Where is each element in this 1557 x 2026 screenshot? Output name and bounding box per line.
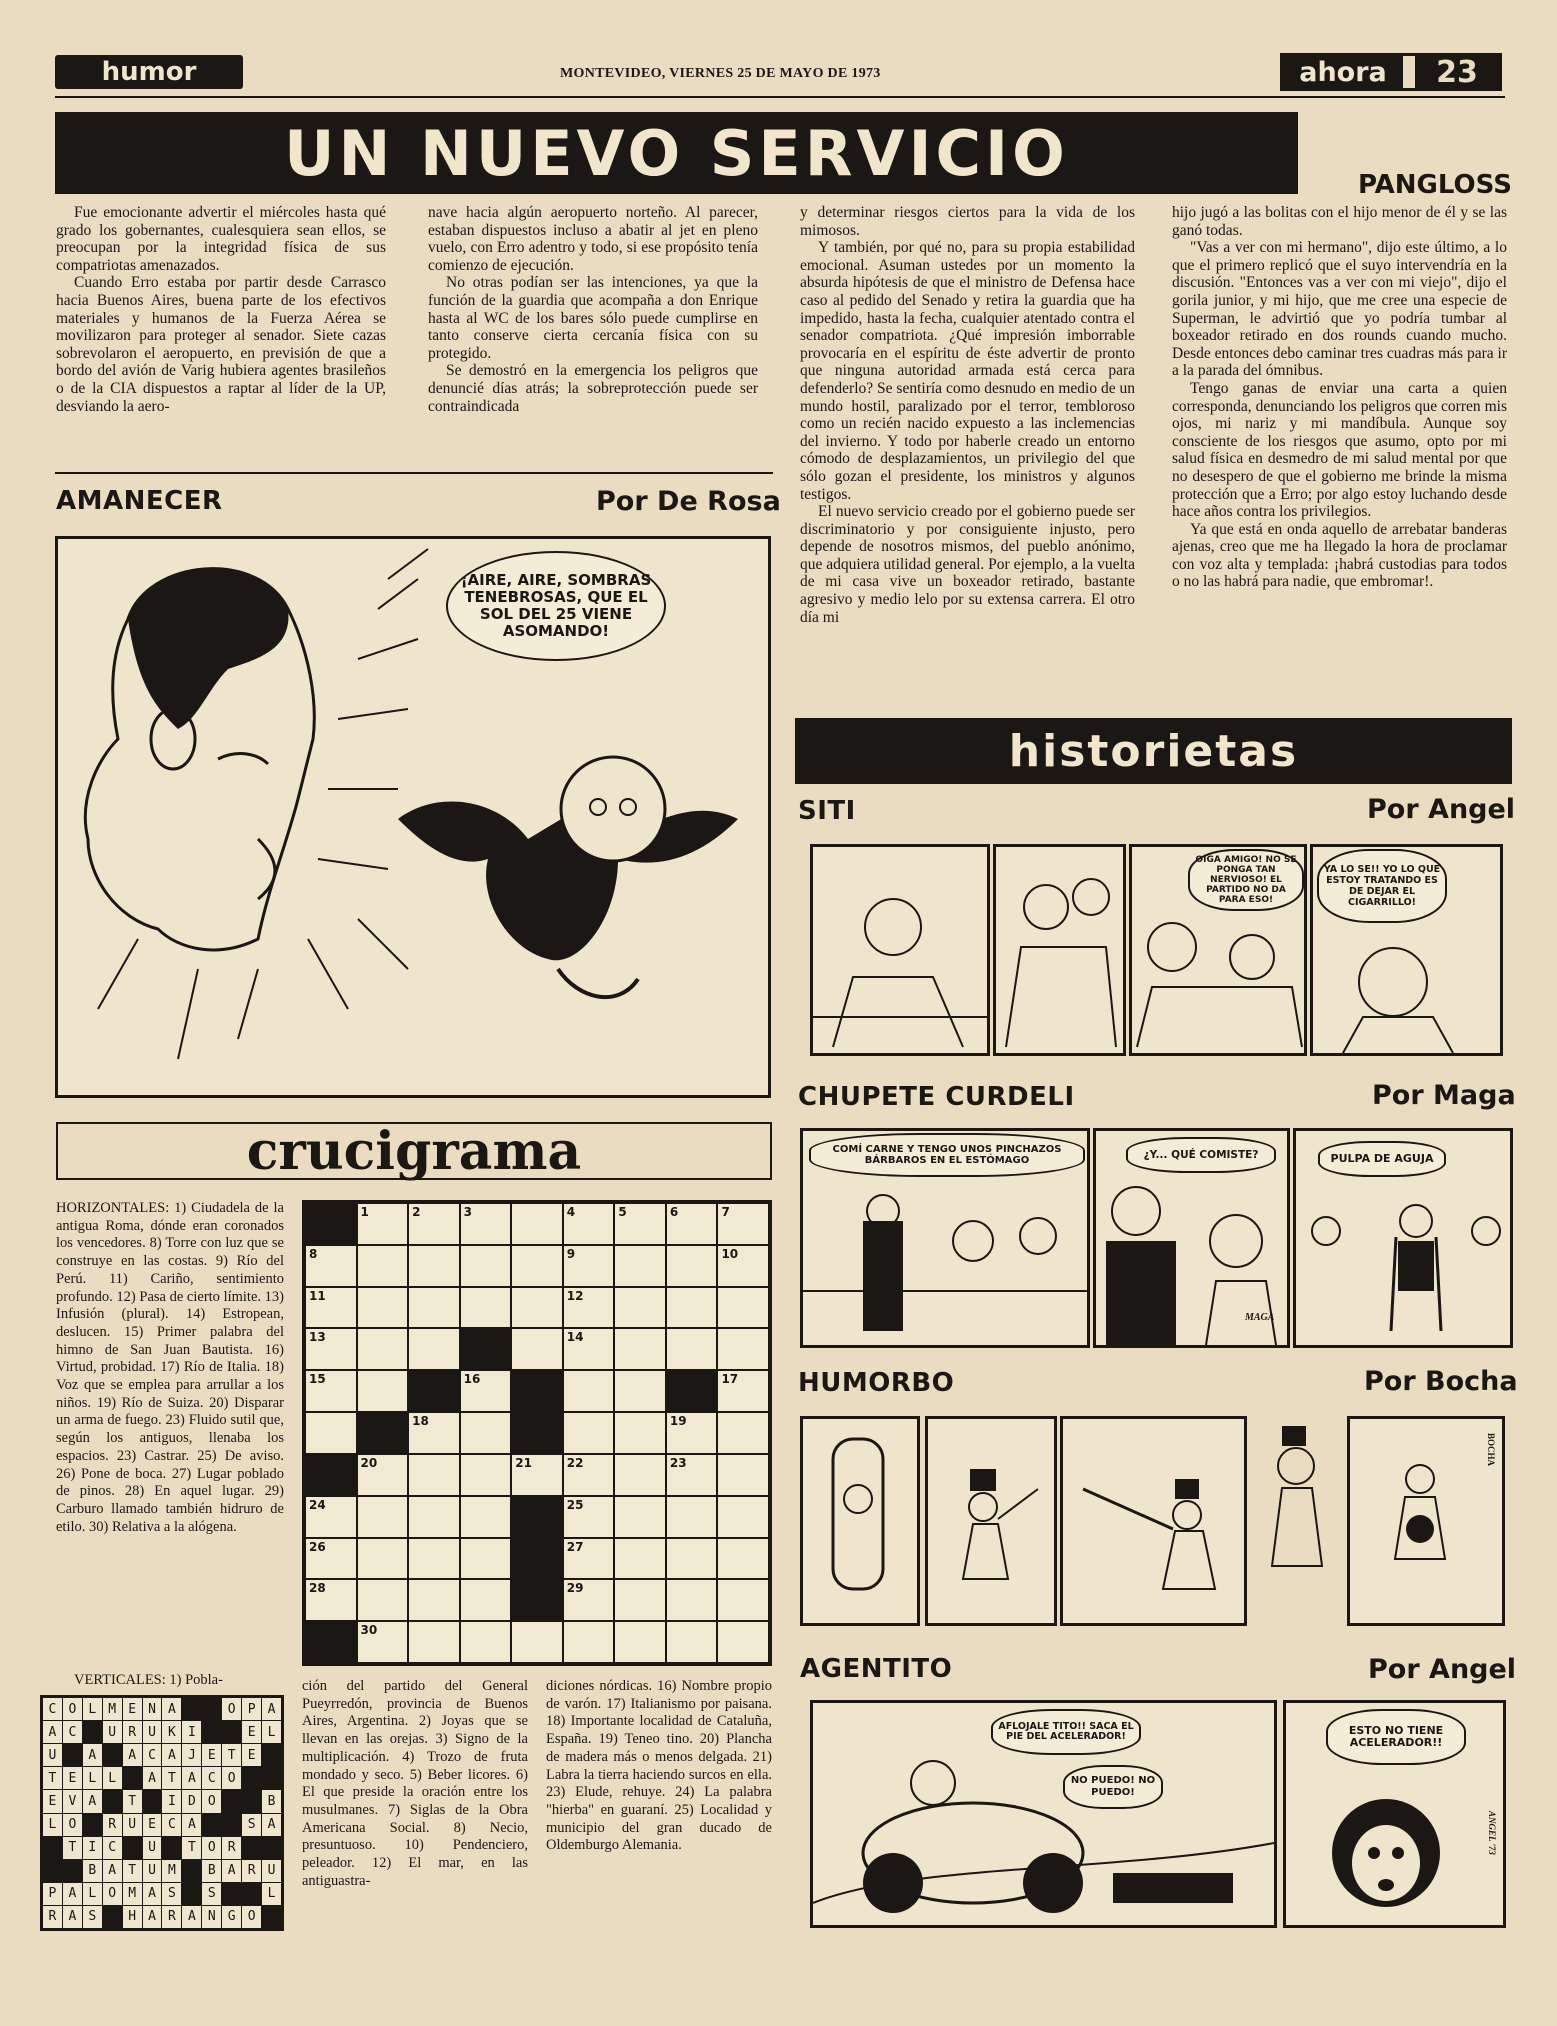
solution-cell: C bbox=[63, 1721, 82, 1743]
crossword-black-cell bbox=[512, 1497, 562, 1537]
article-col-2: nave hacia algún aeropuerto norteño. Al parecer, estaban dispuestos incluso a abatir al jet en pleno vuelo, con Erro adentro y todo, si ese propósito tenía comienzo de ejecución. No otras podían ser las intenciones, ya que la función de la guardia que acompaña a don Enrique hasta al WC de los bares sólo puede cumplirse en tanto conserve cierta cercanía física con su protegido. Se demostró en la emergencia los peligros que denuncié días atrás; la sobreprotección puede ser contraindicada bbox=[428, 204, 758, 415]
solution-cell: L bbox=[83, 1767, 102, 1789]
solution-cell: A bbox=[63, 1906, 82, 1928]
crossword-cell[interactable] bbox=[718, 1288, 768, 1328]
solution-cell: A bbox=[83, 1744, 102, 1766]
brand-box bbox=[1280, 53, 1502, 91]
solution-cell bbox=[123, 1837, 142, 1859]
solution-cell: S bbox=[83, 1906, 102, 1928]
solution-cell bbox=[63, 1860, 82, 1882]
cartoon-title: AMANECER bbox=[56, 486, 223, 516]
crossword-cell[interactable] bbox=[667, 1288, 717, 1328]
crossword-cell[interactable]: 2 bbox=[409, 1204, 459, 1244]
crossword-cell[interactable] bbox=[358, 1497, 408, 1537]
solution-cell: V bbox=[63, 1790, 82, 1812]
crossword-cell[interactable] bbox=[564, 1622, 614, 1662]
solution-cell: A bbox=[123, 1744, 142, 1766]
crossword-cell[interactable]: 27 bbox=[564, 1539, 614, 1579]
crossword-solution bbox=[40, 1695, 284, 1931]
siti-bubble-1: OIGA AMIGO! NO SE PONGA TAN NERVIOSO! EL PARTIDO NO DA PARA ESO! bbox=[1188, 849, 1304, 911]
solution-cell: O bbox=[222, 1698, 241, 1720]
solution-cell: U bbox=[143, 1860, 162, 1882]
solution-cell bbox=[222, 1721, 241, 1743]
crossword-cell[interactable] bbox=[615, 1246, 665, 1286]
crossword-cell[interactable] bbox=[409, 1329, 459, 1369]
agentito-bubble-1: AFLOJALE TITO!! SACA EL PIE DEL ACELERADOR! bbox=[991, 1709, 1141, 1755]
chupete-bubble-1: COMÍ CARNE Y TENGO UNOS PINCHAZOS BÁRBAROS EN EL ESTÓMAGO bbox=[809, 1133, 1085, 1177]
crossword-cell[interactable] bbox=[615, 1329, 665, 1369]
crossword-cell[interactable] bbox=[615, 1455, 665, 1495]
crossword-cell[interactable]: 18 bbox=[409, 1413, 459, 1453]
solution-cell: S bbox=[202, 1883, 221, 1905]
crossword-black-cell bbox=[358, 1413, 408, 1453]
crossword-cell[interactable]: 15 bbox=[306, 1371, 356, 1411]
crossword-verticales-start: VERTICALES: 1) Pobla- bbox=[74, 1672, 223, 1688]
humorbo-signature: BOCHA bbox=[1486, 1433, 1496, 1467]
solution-cell: U bbox=[43, 1744, 62, 1766]
solution-cell: N bbox=[202, 1906, 221, 1928]
solution-cell: O bbox=[63, 1698, 82, 1720]
crossword-cell[interactable]: 17 bbox=[718, 1371, 768, 1411]
solution-cell bbox=[182, 1698, 201, 1720]
crossword-cell[interactable] bbox=[512, 1288, 562, 1328]
crossword-cell[interactable]: 23 bbox=[667, 1455, 717, 1495]
solution-cell: T bbox=[123, 1790, 142, 1812]
solution-cell bbox=[103, 1906, 122, 1928]
humorbo-panel-4 bbox=[1252, 1416, 1342, 1626]
solution-cell: R bbox=[162, 1906, 181, 1928]
agentito-bubble-2: NO PUEDO! NO PUEDO! bbox=[1063, 1765, 1163, 1809]
solution-cell: L bbox=[262, 1721, 281, 1743]
brand-logo: ahora bbox=[1283, 56, 1403, 88]
crossword-horizontales: HORIZONTALES: 1) Ciudadela de la antigua Roma, dónde eran coronados los vencedores. 8) Torre con luz que se construye en las costas. 9) Río del Perú. 11) Cariño, sentimiento profundo. 12) Pasa de cierto límite. 13) Infusión (plural). 14) Estropean, deslucen. 15) Primer palabra del himno de San Juan Bautista. 16) Virtud, probidad. 17) Río de Italia. 18) Voz que se emplea para arrullar a los niños. 19) Río de Suiza. 20) Disparar un arma de fuego. 23) Fluido sutil que, según los antiguos, llenaba los espacios. 23) Castrar. 25) De aviso. 26) Pone de boca. 27) Lugar poblado de pinos. 28) En aquel lugar. 29) Carburo llamado también hidruro de etilo. 30) Relativa a la alógena. bbox=[56, 1200, 284, 1535]
solution-cell bbox=[262, 1906, 281, 1928]
crossword-cell[interactable] bbox=[718, 1497, 768, 1537]
cartoon-speech-bubble: ¡AIRE, AIRE, SOMBRAS TENEBROSAS, QUE EL SOL DEL 25 VIENE ASOMANDO! bbox=[446, 551, 666, 661]
crossword-cell[interactable] bbox=[615, 1580, 665, 1620]
chupete-panel-1 bbox=[800, 1128, 1090, 1348]
crossword-cell[interactable] bbox=[667, 1497, 717, 1537]
solution-cell: E bbox=[242, 1721, 261, 1743]
crossword-cell[interactable] bbox=[667, 1580, 717, 1620]
solution-cell: C bbox=[202, 1767, 221, 1789]
solution-cell: S bbox=[242, 1814, 261, 1836]
crossword-cell[interactable]: 16 bbox=[461, 1371, 511, 1411]
solution-cell: E bbox=[143, 1814, 162, 1836]
solution-cell: E bbox=[202, 1744, 221, 1766]
crossword-black-cell bbox=[461, 1329, 511, 1369]
crossword-cell[interactable]: 11 bbox=[306, 1288, 356, 1328]
chupete-bubble-2: ¿Y... QUÉ COMISTE? bbox=[1126, 1137, 1276, 1173]
solution-cell bbox=[83, 1814, 102, 1836]
solution-cell: A bbox=[162, 1698, 181, 1720]
solution-cell: E bbox=[123, 1698, 142, 1720]
crossword-verticales-col3: diciones nórdicas. 16) Nombre propio de varón. 17) Italianismo por paisana. 18) Importante localidad de Cataluña, España. 19) Teneo tino. 20) Plancha de madera más o menos delgada. 21) Labra la tierra haciendo surcos en ella. 23) Elude, rehuye. 24) La palabra "hierba" en guaraní. 25) Localidad y municipio del gran ducado de Oldemburgo Alemania. bbox=[546, 1678, 772, 1854]
solution-cell: T bbox=[222, 1744, 241, 1766]
crossword-cell[interactable]: 20 bbox=[358, 1455, 408, 1495]
dateline: MONTEVIDEO, VIERNES 25 DE MAYO DE 1973 bbox=[560, 66, 881, 81]
solution-cell: J bbox=[182, 1744, 201, 1766]
article-title: UN NUEVO SERVICIO bbox=[55, 112, 1298, 194]
solution-cell: B bbox=[83, 1860, 102, 1882]
solution-cell: C bbox=[43, 1698, 62, 1720]
solution-cell: L bbox=[103, 1767, 122, 1789]
solution-cell: E bbox=[242, 1744, 261, 1766]
crossword-cell[interactable] bbox=[615, 1371, 665, 1411]
solution-cell: D bbox=[182, 1790, 201, 1812]
crossword-cell[interactable] bbox=[615, 1622, 665, 1662]
solution-cell bbox=[103, 1790, 122, 1812]
siti-panel-1 bbox=[810, 844, 990, 1056]
crossword-cell[interactable] bbox=[718, 1329, 768, 1369]
crossword-cell[interactable] bbox=[564, 1371, 614, 1411]
chupete-signature: MAGA bbox=[1245, 1312, 1275, 1323]
crossword-black-cell bbox=[512, 1413, 562, 1453]
solution-cell: L bbox=[43, 1814, 62, 1836]
cartoon-drawing bbox=[58, 539, 768, 1095]
solution-cell: E bbox=[63, 1767, 82, 1789]
solution-cell: C bbox=[143, 1744, 162, 1766]
crossword-cell[interactable]: 21 bbox=[512, 1455, 562, 1495]
solution-cell: A bbox=[222, 1860, 241, 1882]
solution-cell bbox=[103, 1744, 122, 1766]
crossword-cell[interactable]: 26 bbox=[306, 1539, 356, 1579]
crossword-cell[interactable]: 22 bbox=[564, 1455, 614, 1495]
solution-cell: M bbox=[123, 1883, 142, 1905]
solution-cell bbox=[222, 1790, 241, 1812]
solution-cell: K bbox=[162, 1721, 181, 1743]
crossword-cell[interactable]: 12 bbox=[564, 1288, 614, 1328]
crossword-cell[interactable] bbox=[615, 1497, 665, 1537]
solution-cell: A bbox=[103, 1860, 122, 1882]
crossword-cell[interactable] bbox=[461, 1413, 511, 1453]
solution-cell: U bbox=[123, 1814, 142, 1836]
solution-cell: T bbox=[63, 1837, 82, 1859]
crossword-cell[interactable] bbox=[564, 1413, 614, 1453]
chupete-title: CHUPETE CURDELI bbox=[798, 1082, 1075, 1112]
solution-cell bbox=[222, 1814, 241, 1836]
crossword-cell[interactable] bbox=[615, 1413, 665, 1453]
crossword-black-cell bbox=[512, 1580, 562, 1620]
crossword-cell[interactable] bbox=[718, 1413, 768, 1453]
solution-cell: O bbox=[242, 1906, 261, 1928]
humorbo-panel-2 bbox=[925, 1416, 1057, 1626]
crossword-cell[interactable]: 9 bbox=[564, 1246, 614, 1286]
crossword-black-cell bbox=[512, 1371, 562, 1411]
solution-cell bbox=[262, 1767, 281, 1789]
chupete-byline: Por Maga bbox=[1372, 1080, 1516, 1111]
solution-cell: A bbox=[262, 1698, 281, 1720]
crossword-cell[interactable]: 10 bbox=[718, 1246, 768, 1286]
crossword-cell[interactable] bbox=[461, 1497, 511, 1537]
solution-cell: L bbox=[83, 1883, 102, 1905]
solution-cell: C bbox=[162, 1814, 181, 1836]
crossword-cell[interactable] bbox=[718, 1622, 768, 1662]
page-number: 23 bbox=[1415, 56, 1499, 88]
crossword-cell[interactable]: 14 bbox=[564, 1329, 614, 1369]
crossword-cell[interactable] bbox=[409, 1455, 459, 1495]
solution-cell: O bbox=[222, 1767, 241, 1789]
solution-cell: N bbox=[143, 1698, 162, 1720]
solution-cell: L bbox=[262, 1883, 281, 1905]
crossword-cell[interactable]: 13 bbox=[306, 1329, 356, 1369]
agentito-panel-2 bbox=[1283, 1700, 1506, 1928]
cartoon-byline: Por De Rosa bbox=[596, 486, 781, 517]
crossword-cell[interactable] bbox=[461, 1288, 511, 1328]
header-rule bbox=[55, 96, 1505, 98]
crossword-cell[interactable] bbox=[409, 1288, 459, 1328]
solution-cell bbox=[83, 1721, 102, 1743]
crossword-cell[interactable] bbox=[461, 1622, 511, 1662]
agentito-signature: ANGEL '73 bbox=[1487, 1811, 1497, 1855]
solution-cell bbox=[202, 1698, 221, 1720]
solution-cell: U bbox=[262, 1860, 281, 1882]
crossword-cell[interactable] bbox=[409, 1497, 459, 1537]
crossword-cell[interactable]: 6 bbox=[667, 1204, 717, 1244]
crossword-cell[interactable] bbox=[409, 1580, 459, 1620]
crossword-header bbox=[56, 1122, 772, 1180]
crossword-black-cell bbox=[409, 1371, 459, 1411]
siti-byline: Por Angel bbox=[1367, 794, 1516, 825]
solution-cell: A bbox=[143, 1883, 162, 1905]
cartoon-rule bbox=[55, 472, 773, 474]
solution-cell: T bbox=[123, 1860, 142, 1882]
humorbo-panel-3 bbox=[1060, 1416, 1247, 1626]
agentito-title: AGENTITO bbox=[800, 1654, 953, 1684]
crossword-cell[interactable] bbox=[667, 1539, 717, 1579]
solution-cell: O bbox=[202, 1837, 221, 1859]
crossword-black-cell bbox=[306, 1622, 356, 1662]
article-col-3: y determinar riesgos ciertos para la vida de los mimosos. Y también, por qué no, para su propia estabilidad emocional. Asuman ustedes por un momento la absurda hipótesis de que el ministro de Defensa hace caso al pedido del Senado y retira la guardia que ha impedido, hasta la fecha, cualquier atentado contra el senador compatriota. ¿Qué impresión imborrable provocaría en el espíritu de éste advertir de pronto que ninguna autoridad armada está cerca para defenderlo? Se sentiría como desnudo en medio de un mundo hostil, paralizado por el terror, tembloroso como un recién nacido expuesto a las inclemencias del invierno. Y todo por haberle creado un entorno cómodo de desplazamientos, un privilegio del que sólo gozan el presidente, los ministros y algunos testigos. El nuevo servicio creado por el gobierno puede ser discriminatorio y por consiguiente injusto, pero depende de nosotros mismos, del pueblo anónimo, que adquiera utilidad general. Por ejemplo, a la vuelta de mi casa vive un boxeador retirado, bastante agresivo y medio lelo por su extensa carrera. El otro día mi bbox=[800, 204, 1135, 626]
solution-cell: R bbox=[103, 1814, 122, 1836]
solution-cell: A bbox=[143, 1906, 162, 1928]
solution-cell: U bbox=[143, 1721, 162, 1743]
crossword-cell[interactable] bbox=[615, 1539, 665, 1579]
crossword-cell[interactable]: 24 bbox=[306, 1497, 356, 1537]
solution-cell: T bbox=[162, 1767, 181, 1789]
solution-cell: P bbox=[242, 1698, 261, 1720]
crossword-black-cell bbox=[306, 1204, 356, 1244]
solution-cell bbox=[242, 1790, 261, 1812]
solution-cell: E bbox=[43, 1790, 62, 1812]
crossword-verticales-col2: ción del partido del General Pueyrredón, provincia de Buenos Aires, Argentina. 2) Joyas que se llevan en las orejas. 3) Signo de la multiplicación. 4) Trozo de fruta mondado y seco. 5) Beber licores. 6) El que preside la oración entre los musulmanes. 7) Siglas de la Obra Americana Social. 8) Necio, presuntuoso. 10) Pendenciero, peleador. 12) El mar, en las antiguastra- bbox=[302, 1678, 528, 1889]
solution-cell: M bbox=[103, 1698, 122, 1720]
crossword-cell[interactable] bbox=[461, 1539, 511, 1579]
solution-cell: A bbox=[143, 1767, 162, 1789]
crossword-cell[interactable] bbox=[718, 1455, 768, 1495]
solution-cell bbox=[123, 1767, 142, 1789]
solution-cell: I bbox=[162, 1790, 181, 1812]
crossword-cell[interactable] bbox=[512, 1329, 562, 1369]
crossword-cell[interactable] bbox=[409, 1539, 459, 1579]
solution-cell bbox=[262, 1837, 281, 1859]
crossword-cell[interactable] bbox=[358, 1329, 408, 1369]
siti-panel-2 bbox=[993, 844, 1126, 1056]
solution-cell: R bbox=[43, 1906, 62, 1928]
solution-cell: G bbox=[222, 1906, 241, 1928]
solution-cell bbox=[242, 1883, 261, 1905]
crossword-cell[interactable]: 3 bbox=[461, 1204, 511, 1244]
solution-cell: C bbox=[103, 1837, 122, 1859]
solution-cell: O bbox=[103, 1883, 122, 1905]
section-tag: humor bbox=[55, 55, 243, 89]
solution-cell: A bbox=[83, 1790, 102, 1812]
solution-cell: A bbox=[182, 1767, 201, 1789]
crossword-cell[interactable] bbox=[615, 1288, 665, 1328]
solution-cell: A bbox=[43, 1721, 62, 1743]
crossword-cell[interactable] bbox=[358, 1580, 408, 1620]
solution-cell: A bbox=[262, 1814, 281, 1836]
solution-cell bbox=[63, 1744, 82, 1766]
humorbo-panel-5 bbox=[1347, 1416, 1505, 1626]
solution-cell: O bbox=[202, 1790, 221, 1812]
crossword-cell[interactable]: 4 bbox=[564, 1204, 614, 1244]
siti-title: SITI bbox=[798, 796, 856, 826]
crossword-black-cell bbox=[667, 1371, 717, 1411]
comics-banner: historietas bbox=[795, 718, 1512, 784]
chupete-bubble-3: PULPA DE AGUJA bbox=[1318, 1141, 1446, 1177]
crossword-cell[interactable] bbox=[461, 1246, 511, 1286]
solution-cell bbox=[162, 1837, 181, 1859]
siti-panel-4 bbox=[1310, 844, 1503, 1056]
siti-panel-3 bbox=[1129, 844, 1307, 1056]
crossword-cell[interactable]: 28 bbox=[306, 1580, 356, 1620]
solution-cell: P bbox=[43, 1883, 62, 1905]
crossword-cell[interactable] bbox=[409, 1246, 459, 1286]
crossword-black-cell bbox=[306, 1455, 356, 1495]
solution-cell bbox=[202, 1721, 221, 1743]
crossword-cell[interactable] bbox=[718, 1580, 768, 1620]
crossword-cell[interactable] bbox=[667, 1329, 717, 1369]
solution-cell: A bbox=[162, 1744, 181, 1766]
solution-cell: M bbox=[162, 1860, 181, 1882]
solution-cell bbox=[202, 1814, 221, 1836]
crossword-cell[interactable] bbox=[461, 1455, 511, 1495]
crossword-cell[interactable]: 25 bbox=[564, 1497, 614, 1537]
solution-cell bbox=[242, 1837, 261, 1859]
chupete-panel-3 bbox=[1293, 1128, 1513, 1348]
solution-cell bbox=[222, 1883, 241, 1905]
solution-cell: A bbox=[182, 1814, 201, 1836]
solution-cell: H bbox=[123, 1906, 142, 1928]
solution-cell bbox=[262, 1744, 281, 1766]
crossword-cell[interactable] bbox=[718, 1539, 768, 1579]
siti-bubble-2: YA LO SE!! YO LO QUE ESTOY TRATANDO ES DE DEJAR EL CIGARRILLO! bbox=[1317, 849, 1447, 923]
crossword-cell[interactable] bbox=[358, 1539, 408, 1579]
solution-cell: U bbox=[143, 1837, 162, 1859]
article-author: PANGLOSS bbox=[1358, 170, 1512, 200]
solution-cell: I bbox=[182, 1721, 201, 1743]
crossword-cell[interactable]: 5 bbox=[615, 1204, 665, 1244]
solution-cell: O bbox=[63, 1814, 82, 1836]
solution-cell bbox=[182, 1883, 201, 1905]
crossword-grid[interactable] bbox=[302, 1200, 772, 1666]
solution-cell: S bbox=[162, 1883, 181, 1905]
crossword-cell[interactable] bbox=[512, 1246, 562, 1286]
solution-cell: T bbox=[43, 1767, 62, 1789]
crossword-cell[interactable] bbox=[667, 1246, 717, 1286]
solution-cell: T bbox=[182, 1837, 201, 1859]
crossword-cell[interactable] bbox=[358, 1246, 408, 1286]
crossword-black-cell bbox=[512, 1539, 562, 1579]
crossword-cell[interactable]: 1 bbox=[358, 1204, 408, 1244]
crossword-cell[interactable] bbox=[358, 1288, 408, 1328]
crossword-cell[interactable] bbox=[461, 1580, 511, 1620]
crossword-cell[interactable] bbox=[667, 1622, 717, 1662]
agentito-panel-1 bbox=[810, 1700, 1277, 1928]
crossword-cell[interactable] bbox=[358, 1371, 408, 1411]
agentito-bubble-3: ESTO NO TIENE ACELERADOR!! bbox=[1326, 1709, 1466, 1765]
crossword-cell[interactable]: 19 bbox=[667, 1413, 717, 1453]
crossword-cell[interactable]: 30 bbox=[358, 1622, 408, 1662]
solution-cell bbox=[143, 1790, 162, 1812]
solution-cell: U bbox=[103, 1721, 122, 1743]
agentito-byline: Por Angel bbox=[1368, 1654, 1517, 1685]
solution-cell: R bbox=[222, 1837, 241, 1859]
solution-cell: A bbox=[63, 1883, 82, 1905]
solution-cell: B bbox=[262, 1790, 281, 1812]
solution-cell: B bbox=[202, 1860, 221, 1882]
solution-cell bbox=[43, 1837, 62, 1859]
solution-cell bbox=[242, 1767, 261, 1789]
cartoon-panel bbox=[55, 536, 771, 1098]
crossword-cell[interactable]: 29 bbox=[564, 1580, 614, 1620]
crossword-cell[interactable] bbox=[409, 1622, 459, 1662]
crossword-cell[interactable] bbox=[512, 1204, 562, 1244]
humorbo-title: HUMORBO bbox=[798, 1368, 955, 1398]
crossword-cell[interactable]: 8 bbox=[306, 1246, 356, 1286]
solution-cell: I bbox=[83, 1837, 102, 1859]
article-col-1: Fue emocionante advertir el miércoles hasta qué grado los gobernantes, cualesquiera sean ellos, se preocupan por la integridad física de sus compatriotas amenazados. Cuando Erro estaba por partir desde Carrasco hacia Buenos Aires, buena parte de los efectivos materiales y humanos de la Fuerza Aérea se movilizaron para proteger al senador. Siete cazas sobrevolaron el aeropuerto, en previsión de que a bordo del avión de Varig hubiera agentes brasileños o de la CIA dispuestos a raptar al líder de la UP, desviando la aero- bbox=[56, 204, 386, 415]
humorbo-panel-1 bbox=[800, 1416, 920, 1626]
crossword-cell[interactable]: 7 bbox=[718, 1204, 768, 1244]
solution-cell: R bbox=[242, 1860, 261, 1882]
solution-cell bbox=[43, 1860, 62, 1882]
crossword-title: crucigrama bbox=[246, 1120, 582, 1182]
humorbo-byline: Por Bocha bbox=[1364, 1366, 1518, 1397]
crossword-cell[interactable] bbox=[512, 1622, 562, 1662]
article-col-4: hijo jugó a las bolitas con el hijo menor de él y se las ganó todas. "Vas a ver con mi hermano", dijo este último, a lo que el primero replicó que el suyo intervendría en la discusión. "Entonces vas a ver con mi viejo", dijo el gorila junior, y mi hijo, que me cree una especie de Superman, le advirtió que yo podría tumbar al boxeador retirado en dos rounds cuando mucho. Desde entonces debo caminar tres cuadras más para ir a la parada del ómnibus. Tengo ganas de enviar una carta a quien corresponda, denunciando los peligros que corren mis ojos, mi nariz y mi mandíbula. Aunque soy consciente de los riesgos que asumo, opto por mi salud física en desmedro de mi salud mental por que no desespero de que el gobierno me brinde la misma protección que a Erro; por algo estoy luchando desde hace años contra los privilegios. Ya que está en onda aquello de arrebatar banderas ajenas, creo que me ha llegado la hora de proclamar con voz alta y templada: ¡habrá custodias para todos o no las habrá para nadie, que embromar!. bbox=[1172, 204, 1507, 591]
solution-cell: L bbox=[83, 1698, 102, 1720]
solution-cell bbox=[182, 1860, 201, 1882]
solution-cell: R bbox=[123, 1721, 142, 1743]
solution-cell: A bbox=[182, 1906, 201, 1928]
crossword-cell[interactable] bbox=[306, 1413, 356, 1453]
